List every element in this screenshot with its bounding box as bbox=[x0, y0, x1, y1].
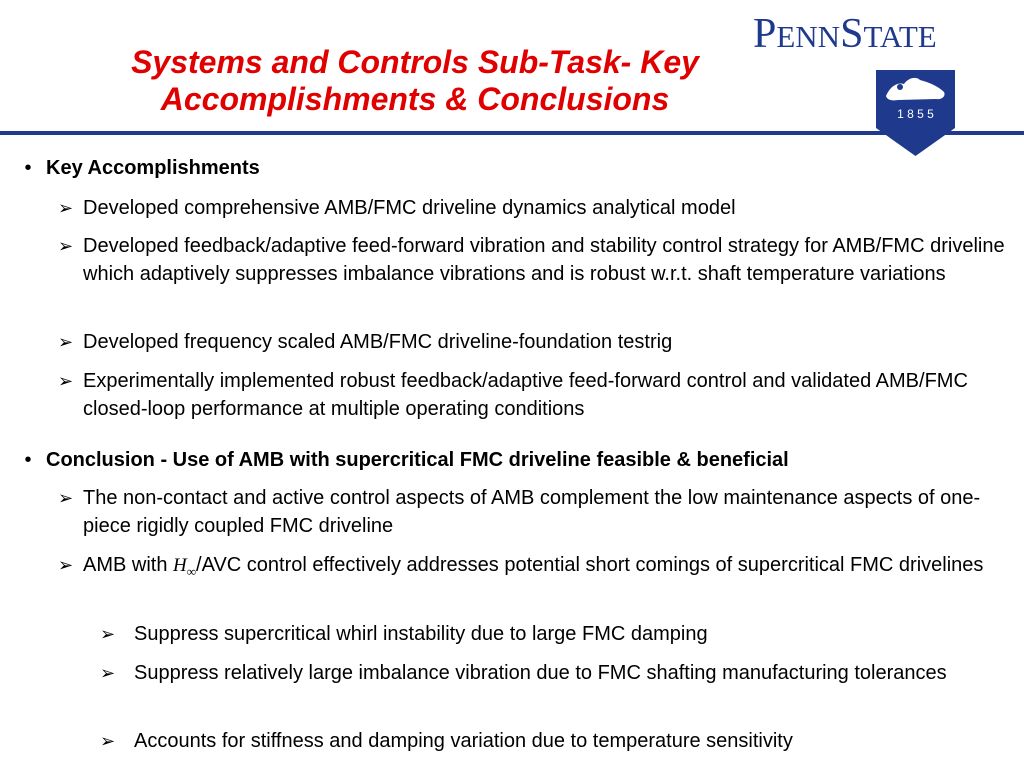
list-item-text: Experimentally implemented robust feedback/adaptive feed-forward control and validated AMB/FMC closed-loop performance at multiple operating conditions bbox=[83, 370, 968, 420]
arrow-bullet-icon: ➢ bbox=[100, 731, 116, 751]
logo-year: 1 8 5 5 bbox=[897, 107, 934, 121]
slide-title-line-1: Systems and Controls Sub-Task- Key bbox=[131, 44, 699, 80]
sub-list-item-text: Accounts for stiffness and damping variation due to temperature sensitivity bbox=[134, 730, 793, 752]
list-item-text: Developed comprehensive AMB/FMC driveline dynamics analytical model bbox=[83, 197, 736, 219]
logo-letter-p: P bbox=[753, 11, 777, 57]
list-item-text: Developed feedback/adaptive feed-forward vibration and stability control strategy for AMB/FMC driveline which adaptively suppresses imbalance vibrations and is robust w.r.t. shaft temperature variations bbox=[83, 235, 1005, 285]
math-subscript: ∞ bbox=[186, 563, 197, 579]
logo-letters-enn: ENN bbox=[776, 19, 841, 54]
list-item-text: Developed frequency scaled AMB/FMC driveline-foundation testrig bbox=[83, 331, 673, 353]
list-item-suffix: /AVC control effectively addresses potential short comings of supercritical FMC drivelines bbox=[196, 554, 984, 576]
sub-list-item-text: Suppress relatively large imbalance vibration due to FMC shafting manufacturing tolerances bbox=[134, 662, 947, 684]
arrow-bullet-icon: ➢ bbox=[58, 371, 74, 391]
list-item-text: The non-contact and active control aspects of AMB complement the low maintenance aspects of one-piece rigidly coupled FMC driveline bbox=[83, 487, 981, 537]
arrow-bullet-icon: ➢ bbox=[58, 198, 74, 218]
pennstate-shield-logo bbox=[876, 70, 955, 156]
section-heading: Conclusion - Use of AMB with supercritical FMC driveline feasible & beneficial bbox=[46, 449, 789, 471]
arrow-bullet-icon: ➢ bbox=[58, 332, 74, 352]
math-base: H bbox=[173, 555, 187, 576]
arrow-bullet-icon: ➢ bbox=[100, 624, 116, 644]
bullet-dot-icon: • bbox=[24, 157, 32, 179]
section-heading: Key Accomplishments bbox=[46, 157, 260, 179]
bullet-dot-icon: • bbox=[24, 449, 32, 471]
arrow-bullet-icon: ➢ bbox=[100, 663, 116, 683]
arrow-bullet-icon: ➢ bbox=[58, 488, 74, 508]
list-item-prefix: AMB with bbox=[83, 554, 168, 576]
pennstate-logo-wordmark bbox=[753, 13, 937, 55]
header-divider bbox=[0, 131, 1024, 135]
arrow-bullet-icon: ➢ bbox=[58, 555, 74, 575]
arrow-bullet-icon: ➢ bbox=[58, 236, 74, 256]
logo-letter-s: S bbox=[840, 11, 864, 57]
list-item-text bbox=[83, 552, 1008, 585]
logo-letters-tate: TATE bbox=[863, 19, 937, 54]
slide-title-line-2: Accomplishments & Conclusions bbox=[160, 81, 670, 117]
slide-title bbox=[20, 44, 810, 118]
sub-list-item-text: Suppress supercritical whirl instability due to large FMC damping bbox=[134, 623, 708, 645]
h-infinity-symbol bbox=[173, 555, 197, 579]
